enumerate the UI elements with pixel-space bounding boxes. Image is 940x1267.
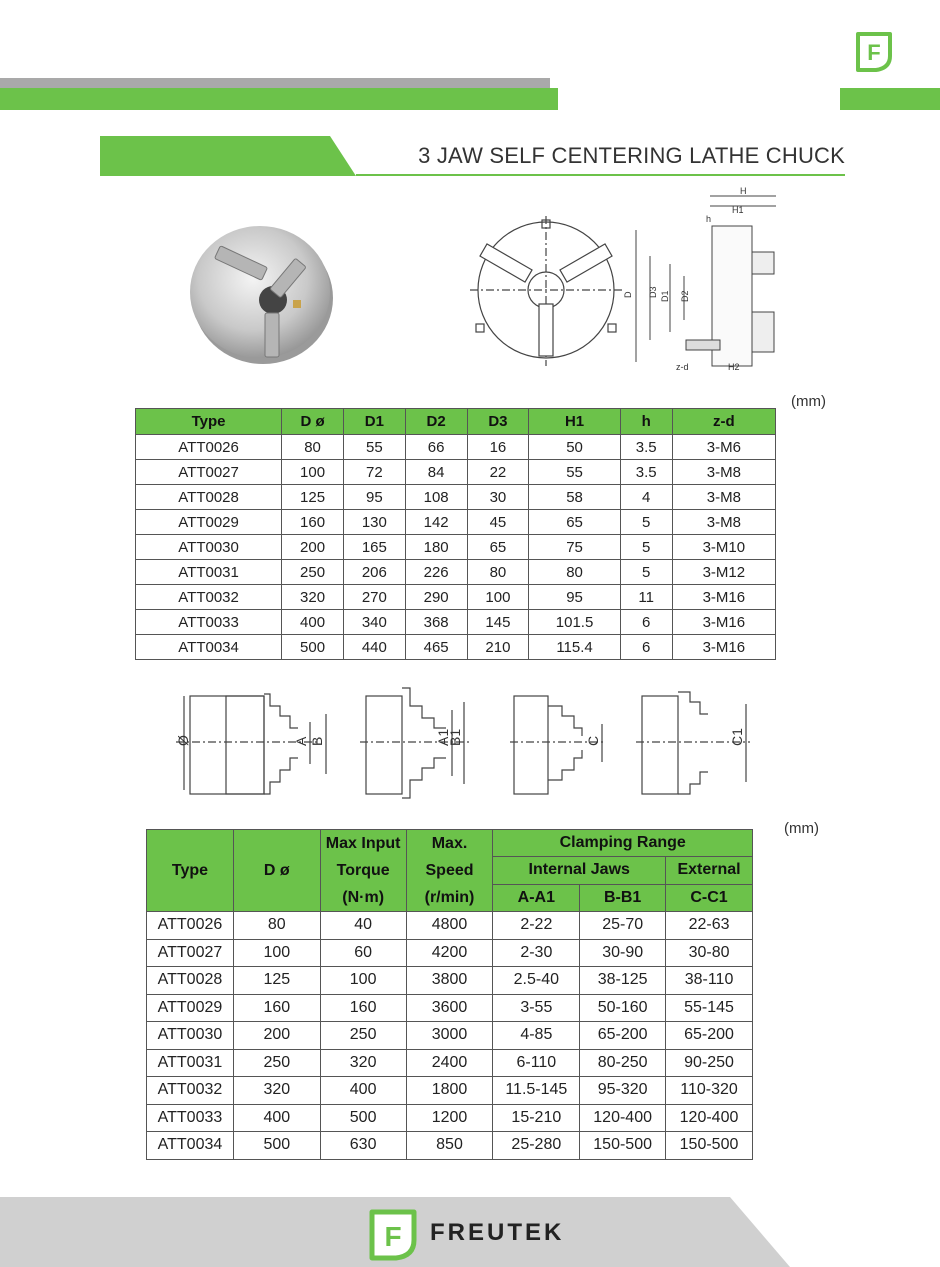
value-cell: 3.5: [620, 435, 672, 460]
value-cell: 400: [320, 1077, 406, 1105]
jaw-diagram-internal-a1-b1: [360, 688, 470, 798]
type-cell: ATT0028: [136, 485, 282, 510]
value-cell: 320: [233, 1077, 320, 1105]
value-cell: 500: [320, 1104, 406, 1132]
value-cell: 11: [620, 585, 672, 610]
value-cell: 130: [343, 510, 405, 535]
value-cell: 80-250: [580, 1049, 666, 1077]
table-row: [147, 1077, 753, 1105]
header-internal-jaws: Internal Jaws: [493, 857, 666, 884]
value-cell: 65-200: [580, 1022, 666, 1050]
value-cell: 4-85: [493, 1022, 580, 1050]
svg-text:H2: H2: [728, 362, 740, 372]
value-cell: 80: [467, 560, 529, 585]
table-row: [147, 1049, 753, 1077]
value-cell: 65: [529, 510, 620, 535]
value-cell: 630: [320, 1132, 406, 1160]
page-title: 3 JAW SELF CENTERING LATHE CHUCK: [418, 143, 845, 168]
value-cell: 5: [620, 560, 672, 585]
dimension-header-cell: H1: [529, 409, 620, 435]
value-cell: 440: [343, 635, 405, 660]
value-cell: 16: [467, 435, 529, 460]
header-c-c1: C-C1: [666, 884, 753, 911]
value-cell: 90-250: [666, 1049, 753, 1077]
value-cell: 100: [320, 967, 406, 995]
svg-text:C: C: [585, 735, 601, 746]
type-cell: ATT0029: [147, 994, 234, 1022]
value-cell: 400: [233, 1104, 320, 1132]
value-cell: 38-110: [666, 967, 753, 995]
type-cell: ATT0034: [147, 1132, 234, 1160]
svg-text:D1: D1: [660, 290, 670, 302]
svg-text:A: A: [293, 736, 309, 746]
table-row: [136, 610, 776, 635]
footer-brand: FREUTEK: [430, 1219, 565, 1246]
value-cell: 320: [282, 585, 344, 610]
dimension-header-cell: z-d: [672, 409, 775, 435]
svg-text:C1: C1: [729, 728, 745, 746]
value-cell: 3-M16: [672, 635, 775, 660]
value-cell: 120-400: [666, 1104, 753, 1132]
svg-text:Ø: Ø: [175, 735, 191, 746]
chuck-front-view-diagram: [470, 212, 622, 370]
dimension-header-cell: D3: [467, 409, 529, 435]
value-cell: 160: [233, 994, 320, 1022]
value-cell: 142: [405, 510, 467, 535]
header-external: External: [666, 857, 753, 884]
value-cell: 60: [320, 939, 406, 967]
value-cell: 3600: [406, 994, 493, 1022]
value-cell: 65: [467, 535, 529, 560]
value-cell: 160: [320, 994, 406, 1022]
value-cell: 2400: [406, 1049, 493, 1077]
value-cell: 38-125: [580, 967, 666, 995]
header-bar-green-right: [840, 88, 940, 110]
brand-logo-icon: [852, 28, 896, 74]
value-cell: 58: [529, 485, 620, 510]
value-cell: 55-145: [666, 994, 753, 1022]
value-cell: 50: [529, 435, 620, 460]
type-cell: ATT0027: [147, 939, 234, 967]
value-cell: 30-90: [580, 939, 666, 967]
value-cell: 160: [282, 510, 344, 535]
svg-text:B1: B1: [447, 728, 463, 746]
header-type: Type: [147, 830, 234, 912]
header-torque-line3: (N·m): [342, 889, 385, 906]
type-cell: ATT0027: [136, 460, 282, 485]
type-cell: ATT0026: [147, 912, 234, 940]
footer-logo-icon: [366, 1206, 420, 1262]
value-cell: 250: [282, 560, 344, 585]
value-cell: 400: [282, 610, 344, 635]
value-cell: 6: [620, 635, 672, 660]
table1-unit-label: (mm): [791, 393, 826, 410]
value-cell: 4200: [406, 939, 493, 967]
value-cell: 206: [343, 560, 405, 585]
type-cell: ATT0028: [147, 967, 234, 995]
value-cell: 84: [405, 460, 467, 485]
table-row: [136, 535, 776, 560]
table-row: [147, 1132, 753, 1160]
header-speed: [406, 830, 493, 912]
table-row: [136, 635, 776, 660]
svg-text:D3: D3: [648, 286, 658, 298]
value-cell: 3-M10: [672, 535, 775, 560]
value-cell: 50-160: [580, 994, 666, 1022]
jaw-clamping-diagrams: [170, 684, 750, 802]
type-cell: ATT0030: [147, 1022, 234, 1050]
table-row: [136, 485, 776, 510]
value-cell: 4800: [406, 912, 493, 940]
chuck-side-view-diagram: [623, 186, 784, 376]
type-cell: ATT0029: [136, 510, 282, 535]
type-cell: ATT0033: [147, 1104, 234, 1132]
value-cell: 200: [233, 1022, 320, 1050]
svg-text:D2: D2: [680, 290, 690, 302]
value-cell: 72: [343, 460, 405, 485]
value-cell: 150-500: [666, 1132, 753, 1160]
value-cell: 3-M8: [672, 460, 775, 485]
header-speed-line2: Speed: [425, 862, 474, 879]
header-speed-line1: Max.: [431, 835, 468, 852]
header-torque-line1: Max Input: [325, 835, 401, 852]
table-row: [147, 994, 753, 1022]
value-cell: 101.5: [529, 610, 620, 635]
value-cell: 3800: [406, 967, 493, 995]
value-cell: 15-210: [493, 1104, 580, 1132]
value-cell: 226: [405, 560, 467, 585]
jaw-diagram-external-c1: [636, 692, 750, 794]
value-cell: 66: [405, 435, 467, 460]
value-cell: 100: [233, 939, 320, 967]
header-torque-line2: Torque: [336, 862, 390, 879]
svg-text:F: F: [867, 40, 881, 65]
value-cell: 180: [405, 535, 467, 560]
value-cell: 320: [320, 1049, 406, 1077]
dimension-table-header: [136, 409, 776, 435]
value-cell: 3-M16: [672, 585, 775, 610]
dimension-header-cell: D1: [343, 409, 405, 435]
value-cell: 210: [467, 635, 529, 660]
svg-text:A1: A1: [435, 728, 451, 746]
dimension-table: [135, 408, 776, 660]
value-cell: 368: [405, 610, 467, 635]
svg-text:z-d: z-d: [676, 362, 689, 372]
value-cell: 80: [282, 435, 344, 460]
value-cell: 6-110: [493, 1049, 580, 1077]
value-cell: 125: [282, 485, 344, 510]
value-cell: 3-M12: [672, 560, 775, 585]
value-cell: 2.5-40: [493, 967, 580, 995]
svg-text:B: B: [309, 736, 325, 746]
table-row: [136, 510, 776, 535]
header-clamping-range: Clamping Range: [493, 830, 753, 857]
value-cell: 145: [467, 610, 529, 635]
header-torque: [320, 830, 406, 912]
table-row: [147, 939, 753, 967]
jaw-diagram-external-c: [510, 696, 606, 794]
svg-text:H: H: [740, 186, 747, 196]
value-cell: 55: [529, 460, 620, 485]
header-diameter: D ø: [233, 830, 320, 912]
value-cell: 3.5: [620, 460, 672, 485]
table-row: [136, 435, 776, 460]
value-cell: 110-320: [666, 1077, 753, 1105]
value-cell: 65-200: [666, 1022, 753, 1050]
dimension-header-cell: D ø: [282, 409, 344, 435]
value-cell: 100: [282, 460, 344, 485]
value-cell: 290: [405, 585, 467, 610]
dimension-header-cell: h: [620, 409, 672, 435]
value-cell: 115.4: [529, 635, 620, 660]
value-cell: 500: [282, 635, 344, 660]
performance-table: [146, 829, 753, 1160]
value-cell: 30-80: [666, 939, 753, 967]
value-cell: 125: [233, 967, 320, 995]
value-cell: 3-55: [493, 994, 580, 1022]
value-cell: 3-M16: [672, 610, 775, 635]
table-row: [136, 460, 776, 485]
value-cell: 500: [233, 1132, 320, 1160]
value-cell: 3-M8: [672, 510, 775, 535]
value-cell: 5: [620, 535, 672, 560]
type-cell: ATT0026: [136, 435, 282, 460]
type-cell: ATT0032: [147, 1077, 234, 1105]
value-cell: 25-70: [580, 912, 666, 940]
type-cell: ATT0033: [136, 610, 282, 635]
svg-text:D: D: [623, 291, 633, 298]
value-cell: 108: [405, 485, 467, 510]
header-speed-line3: (r/min): [424, 889, 475, 906]
value-cell: 40: [320, 912, 406, 940]
value-cell: 270: [343, 585, 405, 610]
value-cell: 75: [529, 535, 620, 560]
type-cell: ATT0034: [136, 635, 282, 660]
value-cell: 95-320: [580, 1077, 666, 1105]
value-cell: 100: [467, 585, 529, 610]
value-cell: 3000: [406, 1022, 493, 1050]
svg-text:h: h: [706, 214, 712, 224]
table2-unit-label: (mm): [784, 820, 819, 837]
dimension-header-cell: D2: [405, 409, 467, 435]
header-bar-green: [0, 88, 558, 110]
value-cell: 850: [406, 1132, 493, 1160]
value-cell: 250: [320, 1022, 406, 1050]
value-cell: 6: [620, 610, 672, 635]
value-cell: 80: [233, 912, 320, 940]
dimension-header-cell: Type: [136, 409, 282, 435]
value-cell: 1800: [406, 1077, 493, 1105]
value-cell: 22-63: [666, 912, 753, 940]
value-cell: 5: [620, 510, 672, 535]
value-cell: 465: [405, 635, 467, 660]
value-cell: 22: [467, 460, 529, 485]
value-cell: 2-22: [493, 912, 580, 940]
value-cell: 45: [467, 510, 529, 535]
value-cell: 165: [343, 535, 405, 560]
value-cell: 30: [467, 485, 529, 510]
table-row: [147, 912, 753, 940]
header-a-a1: A-A1: [493, 884, 580, 911]
table-row: [147, 1022, 753, 1050]
svg-text:F: F: [384, 1221, 402, 1252]
chuck-product-image: [185, 218, 335, 366]
type-cell: ATT0031: [136, 560, 282, 585]
value-cell: 95: [529, 585, 620, 610]
value-cell: 95: [343, 485, 405, 510]
value-cell: 11.5-145: [493, 1077, 580, 1105]
value-cell: 3-M6: [672, 435, 775, 460]
value-cell: 1200: [406, 1104, 493, 1132]
value-cell: 250: [233, 1049, 320, 1077]
value-cell: 80: [529, 560, 620, 585]
value-cell: 55: [343, 435, 405, 460]
table-row: [136, 560, 776, 585]
jaw-diagram-internal-a-b: [175, 694, 326, 794]
type-cell: ATT0032: [136, 585, 282, 610]
value-cell: 120-400: [580, 1104, 666, 1132]
svg-text:H1: H1: [732, 205, 744, 215]
table-row: [147, 967, 753, 995]
value-cell: 3-M8: [672, 485, 775, 510]
type-cell: ATT0030: [136, 535, 282, 560]
type-cell: ATT0031: [147, 1049, 234, 1077]
value-cell: 4: [620, 485, 672, 510]
header-b-b1: B-B1: [580, 884, 666, 911]
value-cell: 25-280: [493, 1132, 580, 1160]
value-cell: 200: [282, 535, 344, 560]
value-cell: 340: [343, 610, 405, 635]
table-row: [136, 585, 776, 610]
value-cell: 150-500: [580, 1132, 666, 1160]
table-row: [147, 1104, 753, 1132]
value-cell: 2-30: [493, 939, 580, 967]
